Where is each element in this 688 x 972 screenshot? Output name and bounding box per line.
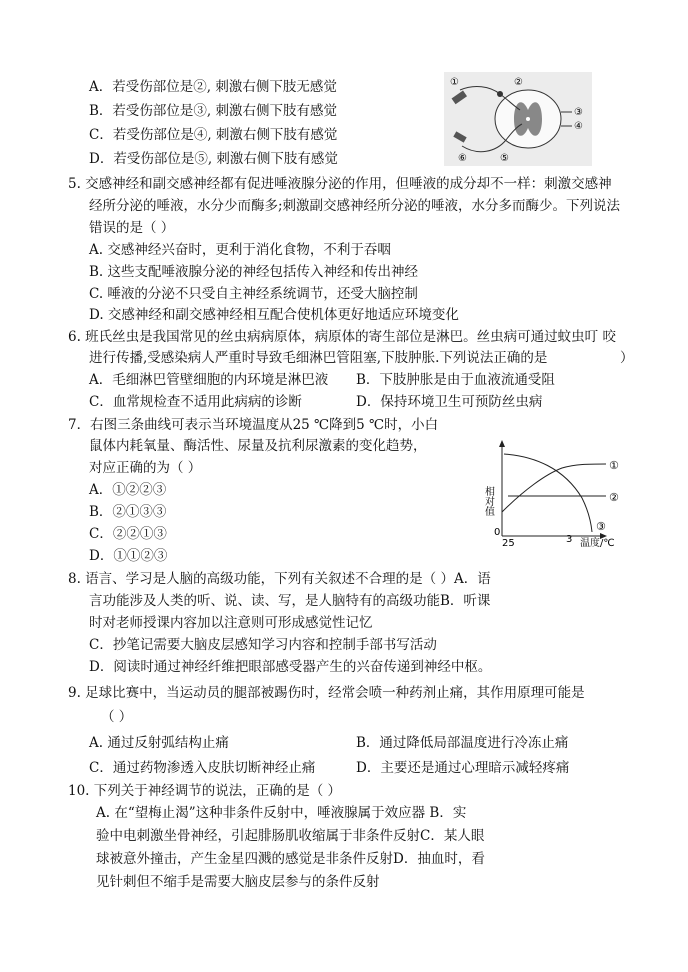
q10-text-line-1: A. 在“望梅止渴”这种非条件反射中，唾液腺属于效应器 B．实 bbox=[96, 805, 467, 821]
label-6: ⑥ bbox=[458, 153, 467, 164]
q9-stem-line-1: 9. 足球比赛中，当运动员的腿部被踢伤时，经常会喷一种药剂止痛，其作用原理可能是 bbox=[68, 685, 585, 701]
q7-stem-line-1: 7．右图三条曲线可表示当环境温度从25 ℃降到5 ℃时，小白 bbox=[68, 417, 439, 433]
q6-option-d: D．保持环境卫生可预防丝虫病 bbox=[356, 394, 543, 410]
q5-stem-line-3: 错误的是（ ） bbox=[89, 220, 175, 236]
spinal-cord-figure bbox=[444, 72, 592, 166]
q5-option-c: C. 唾液的分泌不只受自主神经系统调节，还受大脑控制 bbox=[89, 286, 418, 302]
label-3: ③ bbox=[574, 107, 583, 118]
curve-3 bbox=[504, 454, 592, 532]
q9-option-a: A. 通过反射弧结构止痛 bbox=[89, 735, 229, 751]
q10-text-line-3: 球被意外撞击，产生金星四溅的感觉是非条件反射D．抽血时，看 bbox=[96, 851, 485, 867]
label-5: ⑤ bbox=[500, 153, 509, 164]
q6-answer-paren: ） bbox=[620, 350, 634, 366]
q7-option-c: C．②②①③ bbox=[89, 526, 167, 542]
q8-option-c: C．抄笔记需要大脑皮层感知学习内容和控制手部书写活动 bbox=[89, 637, 437, 653]
q10-text-line-2: 验中电刺激坐骨神经，引起腓肠肌收缩属于非条件反射C．某人眼 bbox=[96, 828, 485, 844]
q9-answer-paren: （ ） bbox=[101, 709, 133, 725]
q6-option-c: C．血常规检查不适用此病病的诊断 bbox=[89, 394, 302, 410]
q8-option-d: D．阅读时通过神经纤维把眼部感受器产生的兴奋传递到神经中枢。 bbox=[89, 659, 492, 675]
q8-stem-line-1: 8. 语言、学习是人脑的高级功能，下列有关叙述不合理的是（ ）A．语 bbox=[68, 571, 491, 587]
ganglion bbox=[497, 91, 503, 97]
q4-option-b: B．若受伤部位是③, 刺激右侧下肢有感觉 bbox=[89, 103, 338, 119]
q6-option-a: A．毛细淋巴管壁细胞的内环境是淋巴液 bbox=[89, 372, 329, 388]
q6-option-b: B．下肢肿胀是由于血液流通受阻 bbox=[356, 372, 555, 388]
q5-stem-line-1: 5. 交感神经和副交感神经都有促进唾液腺分泌的作用，但唾液的成分却不一样：刺激交感神 bbox=[68, 176, 612, 192]
q5-option-b: B. 这些支配唾液腺分泌的神经包括传入神经和传出神经 bbox=[89, 264, 419, 280]
x-tick-3: 3 bbox=[566, 534, 573, 545]
origin-label: 0 bbox=[494, 527, 501, 538]
series-label-1: ① bbox=[609, 459, 619, 472]
q7-stem-line-3: 对应正确的为（ ） bbox=[89, 460, 202, 476]
q7-option-a: A．①②②③ bbox=[89, 482, 167, 498]
q4-option-d: D．若受伤部位是⑤, 刺激右侧下肢有感觉 bbox=[89, 151, 338, 167]
x-axis-label: 温度/℃ bbox=[580, 538, 615, 549]
label-1: ① bbox=[450, 77, 459, 88]
q9-option-d: D．主要还是通过心理暗示减轻疼痛 bbox=[356, 760, 570, 776]
curve-1 bbox=[502, 464, 606, 512]
q8-stem-line-2: 言功能涉及人类的听、说、读、写，是人脑特有的高级功能B．听课 bbox=[89, 593, 491, 609]
q6-stem-line-1: 6. 班氏丝虫是我国常见的丝虫病病原体，病原体的寄生部位是淋巴。丝虫病可通过蚊虫叮 咬 bbox=[68, 329, 616, 345]
central-canal bbox=[526, 117, 530, 121]
q4-option-c: C．若受伤部位是④, 刺激右侧下肢有感觉 bbox=[89, 127, 338, 143]
series-label-3: ③ bbox=[596, 520, 606, 533]
q8-stem-line-3: 时对老师授课内容加以注意则可形成感觉性记忆 bbox=[89, 615, 373, 631]
q5-option-d: D. 交感神经和副交感神经相互配合使机体更好地适应环境变化 bbox=[89, 307, 459, 323]
q7-stem-line-2: 鼠体内耗氧量、酶活性、尿量及抗利尿激素的变化趋势， bbox=[89, 438, 427, 454]
q10-text-line-4: 见针刺但不缩手是需要大脑皮层参与的条件反射 bbox=[96, 874, 380, 890]
q7-option-d: D．①①②③ bbox=[89, 548, 168, 564]
label-4: ④ bbox=[574, 121, 583, 132]
q10-stem: 10. 下列关于神经调节的说法，正确的是（ ） bbox=[68, 783, 342, 799]
q5-stem-line-2: 经所分泌的唾液，水分少而酶多;刺激副交感神经所分泌的唾液，水分多而酶少。下列说法 bbox=[89, 198, 621, 214]
series-label-2: ② bbox=[609, 491, 619, 504]
q5-option-a: A. 交感神经兴奋时，更利于消化食物，不利于吞咽 bbox=[89, 242, 391, 258]
y-axis-arrow bbox=[499, 440, 505, 447]
x-tick-25: 25 bbox=[502, 538, 515, 549]
q4-option-a: A．若受伤部位是②, 刺激右侧下肢无感觉 bbox=[89, 79, 337, 95]
y-axis-label: 相对值 bbox=[482, 486, 494, 516]
label-2: ② bbox=[514, 77, 523, 88]
q9-option-b: B．通过降低局部温度进行冷冻止痛 bbox=[356, 735, 569, 751]
q6-stem-line-2: 进行传播,受感染病人严重时导致毛细淋巴管阻塞,下肢肿胀.下列说法正确的是 bbox=[89, 350, 548, 366]
q9-option-c: C．通过药物渗透入皮肤切断神经止痛 bbox=[89, 760, 316, 776]
q7-curve-chart bbox=[484, 438, 634, 550]
q7-option-b: B．②①③③ bbox=[89, 504, 167, 520]
